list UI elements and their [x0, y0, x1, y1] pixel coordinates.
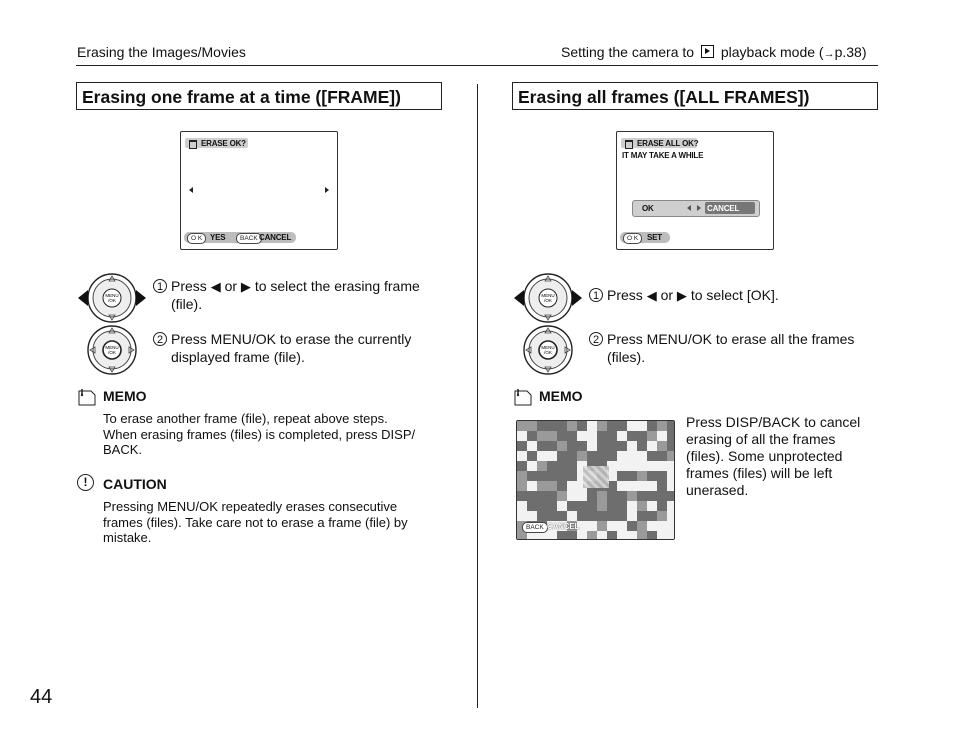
playback-icon: [701, 45, 714, 58]
left-arrow-icon: ◀: [646, 288, 657, 303]
erase-progress-lcd: [516, 420, 675, 540]
memo-icon: [512, 387, 534, 412]
pad-ok-text: /OK: [544, 350, 552, 355]
lcd-wait-notice: IT MAY TAKE A WHILE: [622, 151, 704, 160]
left-section-title: Erasing one frame at a time ([FRAME]): [76, 82, 442, 110]
step-number: 2: [589, 332, 603, 346]
right-step-2-cont: (files).: [607, 349, 646, 365]
right-section-title: Erasing all frames ([ALL FRAMES]): [512, 82, 878, 110]
lcd-cancel-label: CANCEL: [259, 233, 292, 242]
lcd-yes-label: YES: [210, 233, 226, 242]
hourglass-icon: [583, 466, 609, 488]
ok-key-icon: O K: [623, 233, 642, 244]
header-divider: [76, 65, 878, 66]
all-frames-erase-lcd: [616, 131, 774, 250]
page-number: 44: [30, 686, 53, 708]
right-arrow-icon: ▶: [676, 288, 687, 303]
pad-menu-text: MENU: [105, 345, 119, 350]
pad-menu-text: MENU: [541, 293, 555, 298]
trash-icon: [625, 140, 633, 149]
lcd-erase-prompt: ERASE OK?: [201, 139, 246, 148]
memo-icon: [76, 387, 98, 412]
right-step-1: 1 Press ◀ or ▶ to select [OK].: [589, 286, 779, 305]
left-step-1: 1 Press ◀ or ▶ to select the erasing frame: [153, 277, 420, 296]
lcd-right-arrow-icon: [697, 205, 701, 211]
lcd-cancel-label: CANCEL: [547, 522, 580, 531]
lcd-set-label: SET: [647, 233, 662, 242]
arrow-right-icon: →: [823, 48, 835, 60]
lcd-cancel-option: CANCEL: [707, 204, 740, 213]
header-ref-page: p.38): [834, 44, 867, 60]
back-key-icon: BACK: [236, 233, 262, 244]
memo-label: MEMO: [539, 388, 583, 404]
dpad-left-right-icon: [76, 272, 148, 324]
lcd-ok-option: OK: [642, 204, 654, 213]
lcd-erase-all-prompt: ERASE ALL OK?: [637, 139, 699, 148]
pad-ok-text: /OK: [108, 298, 116, 303]
step-number: 1: [153, 279, 167, 293]
trash-icon: [189, 140, 197, 149]
header-ref-prefix: Setting the camera to: [561, 44, 695, 60]
pad-ok-text: /OK: [108, 350, 116, 355]
left-step-1-cont: (file).: [171, 296, 203, 312]
right-arrow-icon: ▶: [240, 279, 251, 294]
step-number: 1: [589, 288, 603, 302]
memo-label: MEMO: [103, 388, 147, 404]
lcd-left-arrow-icon: [687, 205, 691, 211]
left-step-2-cont: displayed frame (file).: [171, 349, 305, 365]
right-step-2: 2 Press MENU/OK to erase all the frames: [589, 330, 854, 348]
pad-menu-text: MENU: [541, 345, 555, 350]
back-key-icon: BACK: [522, 522, 548, 533]
column-divider: [477, 84, 478, 708]
ok-key-icon: O K: [187, 233, 206, 244]
header-section-title: Erasing the Images/Movies: [77, 44, 246, 60]
caution-label: CAUTION: [103, 476, 167, 492]
caution-text: Pressing MENU/OK repeatedly erases consecutive frames (files). Take care not to erase a frame (file) by mistake.: [103, 499, 408, 545]
dpad-menu-ok-icon: [522, 324, 574, 376]
memo-text: To erase another frame (file), repeat above steps. When erasing frames (files) is completed, press DISP/ BACK.: [103, 411, 416, 457]
pad-menu-text: MENU: [105, 293, 119, 298]
memo-text: Press DISP/BACK to cancel erasing of all the frames (files). Some unprotected frames (files) will be left unerased.: [686, 414, 861, 498]
lcd-left-arrow-icon: [189, 187, 193, 193]
header-ref-suffix: playback mode (: [720, 44, 824, 60]
left-arrow-icon: ◀: [210, 279, 221, 294]
dpad-menu-ok-icon: [86, 324, 138, 376]
caution-icon: !: [77, 474, 94, 491]
frame-erase-lcd: [180, 131, 338, 250]
pad-ok-text: /OK: [544, 298, 552, 303]
left-step-2: 2 Press MENU/OK to erase the currently: [153, 330, 411, 348]
step-number: 2: [153, 332, 167, 346]
lcd-right-arrow-icon: [325, 187, 329, 193]
header-reference: [561, 44, 867, 60]
dpad-left-right-icon: [512, 272, 584, 324]
